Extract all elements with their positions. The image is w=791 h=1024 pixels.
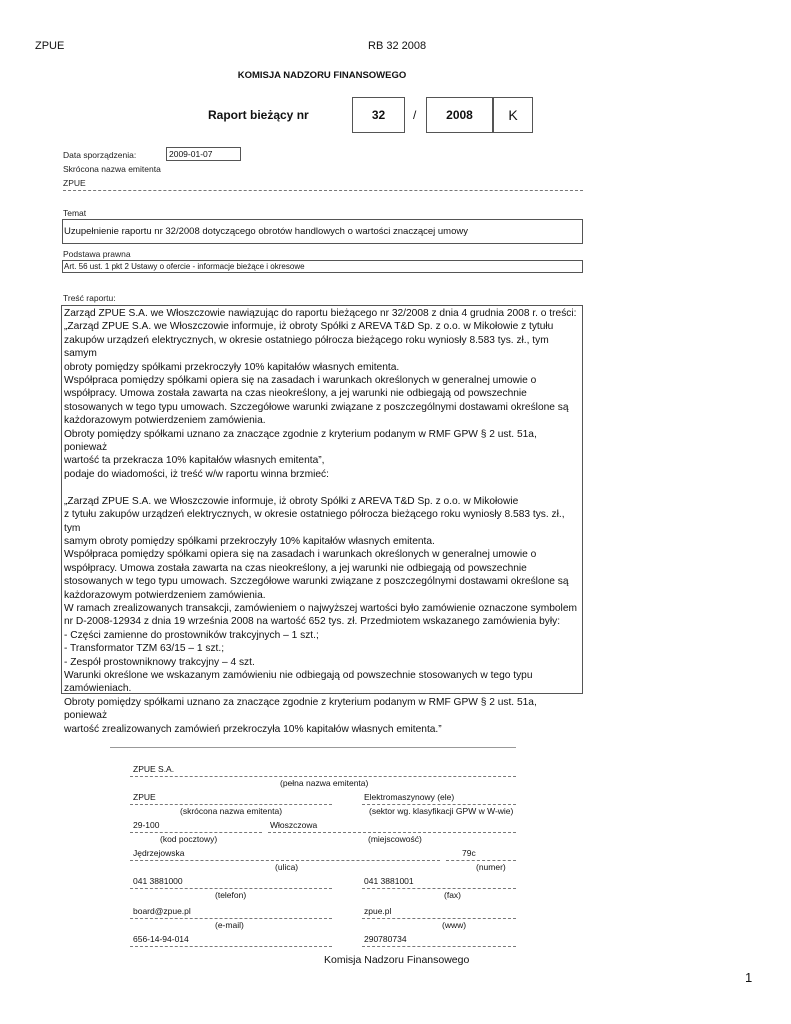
issuer-top-line bbox=[110, 747, 516, 748]
issuer-nip: 656-14-94-014 bbox=[133, 934, 189, 944]
issuer-sector-caption: (sektor wg. klasyfikacji GPW w W-wie) bbox=[369, 806, 514, 816]
issuer-full-name: ZPUE S.A. bbox=[133, 764, 175, 774]
issuer-number-caption: (numer) bbox=[476, 862, 506, 872]
issuer-line bbox=[362, 888, 516, 889]
issuer-line bbox=[362, 946, 516, 947]
legal-basis-value: Art. 56 ust. 1 pkt 2 Ustawy o ofercie - informacje bieżące i okresowe bbox=[64, 262, 305, 271]
issuer-fax: 041 3881001 bbox=[364, 876, 414, 886]
issuer-street: Jędrzejowska bbox=[133, 848, 185, 858]
issuer-number: 79c bbox=[462, 848, 476, 858]
issuer-city: Włoszczowa bbox=[270, 820, 318, 830]
page-number: 1 bbox=[745, 970, 753, 985]
issuer-sector: Elektromaszynowy (ele) bbox=[364, 792, 455, 802]
issuer-line bbox=[268, 832, 516, 833]
issuer-line bbox=[130, 946, 332, 947]
content-box bbox=[61, 305, 583, 735]
issuer-line bbox=[130, 888, 332, 889]
short-name-value: ZPUE bbox=[63, 178, 86, 188]
date-label: Data sporządzenia: bbox=[63, 150, 137, 160]
report-slash: / bbox=[413, 108, 417, 122]
subject-value: Uzupełnienie raportu nr 32/2008 dotyczącego obrotów handlowych o wartości znaczącej umowy bbox=[64, 226, 468, 237]
header-issuer: ZPUE bbox=[35, 40, 65, 52]
issuer-regon: 290780734 bbox=[364, 934, 407, 944]
issuer-www-caption: (www) bbox=[442, 920, 467, 930]
issuer-email-caption: (e-mail) bbox=[215, 920, 244, 930]
issuer-short-name: ZPUE bbox=[133, 792, 156, 802]
report-year-box bbox=[426, 97, 493, 133]
issuer-postal-code-caption: (kod pocztowy) bbox=[160, 834, 218, 844]
issuer-fax-caption: (fax) bbox=[444, 890, 461, 900]
divider bbox=[63, 190, 583, 191]
report-number-box bbox=[352, 97, 405, 133]
issuer-www[interactable]: zpue.pl bbox=[364, 906, 392, 916]
report-year: 2008 bbox=[446, 108, 473, 122]
commission-title: KOMISJA NADZORU FINANSOWEGO bbox=[237, 70, 407, 81]
issuer-email[interactable]: board@zpue.pl bbox=[133, 906, 191, 916]
issuer-line bbox=[130, 860, 440, 861]
content-label: Treść raportu: bbox=[63, 293, 116, 303]
issuer-line bbox=[130, 804, 332, 805]
issuer-line bbox=[446, 860, 516, 861]
legal-basis-label: Podstawa prawna bbox=[63, 249, 131, 259]
issuer-line bbox=[130, 776, 516, 777]
report-type-box bbox=[493, 97, 533, 133]
report-label: Raport bieżący nr bbox=[208, 108, 309, 122]
footer-commission: Komisja Nadzoru Finansowego bbox=[324, 954, 470, 966]
issuer-short-name-caption: (skrócona nazwa emitenta) bbox=[180, 806, 283, 816]
subject-label: Temat bbox=[63, 208, 87, 218]
subject-box bbox=[62, 219, 583, 244]
issuer-line bbox=[130, 832, 262, 833]
issuer-line bbox=[130, 918, 332, 919]
issuer-line bbox=[362, 804, 516, 805]
report-number: 32 bbox=[371, 108, 386, 122]
date-box bbox=[166, 147, 241, 161]
issuer-phone-caption: (telefon) bbox=[215, 890, 247, 900]
date-value: 2009-01-07 bbox=[169, 149, 213, 159]
issuer-line bbox=[362, 918, 516, 919]
short-name-label: Skrócona nazwa emitenta bbox=[63, 164, 161, 174]
legal-basis-box bbox=[62, 260, 583, 273]
issuer-phone: 041 3881000 bbox=[133, 876, 183, 886]
issuer-city-caption: (miejscowość) bbox=[368, 834, 422, 844]
issuer-postal-code: 29-100 bbox=[133, 820, 160, 830]
issuer-full-name-caption: (pełna nazwa emitenta) bbox=[280, 778, 369, 788]
content-text: Zarząd ZPUE S.A. we Włoszczowie nawiązując do raportu bieżącego nr 32/2008 z dnia 4 grudnia 2008 r. o treści: „Zarząd ZPUE S.A. we Włoszczowie informuje, iż obroty Spółki z AREVA T&D Sp. z o.o. w Mikołowie z tytułu zakupów urządzeń elektrycznych, w okresie ostatniego półrocza bieżącego roku wyniosły 8.583 tys. zł., tym samym obroty pomiędzy spółkami przekroczyły 10% kapitałów własnych emitenta. Współpraca pomiędzy spółkami opiera się na zasadach i warunkach określonych w generalnej umowie o współpracy. Umowa została zawarta na czas nieokreślony, a jej warunki nie odbiegają od powszechnie stosowanych w tego typu umowach. Szczegółowe warunki związane z poszczególnymi dostawami określone są każdorazowym potwierdzeniem zamówienia. Obroty pomiędzy spółkami uznano za znaczące zgodnie z kryterium podanym w RMF GPW § 2 ust. 51a, ponieważ wartość ta przekracza 10% kapitałów własnych emitenta”, podaje do wiadomości, iż treść w/w raportu winna brzmieć: „Zarząd ZPUE S.A. we Włoszczowie informuje, iż obroty Spółki z AREVA T&D Sp. z o.o. w Mikołowie z tytułu zakupów urządzeń elektrycznych, w okresie ostatniego półrocza bieżącego roku wyniosły 8.583 tys. zł., tym samym obroty pomiędzy spółkami przekroczyły 10% kapitałów własnych emitenta. Współpraca pomiędzy spółkami opiera się na zasadach i warunkach określonych w generalnej umowie o współpracy. Umowa została zawarta na czas nieokreślony, a jej warunki nie odbiegają od powszechnie stosowanych w tego typu umowach. Szczegółowe warunki związane z poszczególnymi dostawami określone są każdorazowym potwierdzeniem zamówienia. W ramach zrealizowanych transakcji, zamówieniem o najwyższej wartości było zamówienie oznaczone symbolem nr D-2008-12934 z dnia 19 września 2008 na wartość 652 tys. zł. Przedmiotem wskazanego zamówienia były: - Części zamienne do prostowników trakcyjnych – 1 szt.; - Transformator TZM 63/15 – 1 szt.; - Zespół prostowniknowy trakcyjny – 4 szt. Warunki określone we wskazanym zamówieniu nie odbiegają od powszechnie stosowanych w tego typu zamówieniach. Obroty pomiędzy spółkami uznano za znaczące zgodnie z kryterium podanym w RMF GPW § 2 ust. 51a, ponieważ wartość zrealizowanych zamówień przekroczyła 10% kapitałów własnych emitenta.” bbox=[64, 308, 577, 735]
header-report-code: RB 32 2008 bbox=[368, 40, 427, 52]
issuer-street-caption: (ulica) bbox=[275, 862, 299, 872]
report-type: K bbox=[508, 107, 518, 123]
